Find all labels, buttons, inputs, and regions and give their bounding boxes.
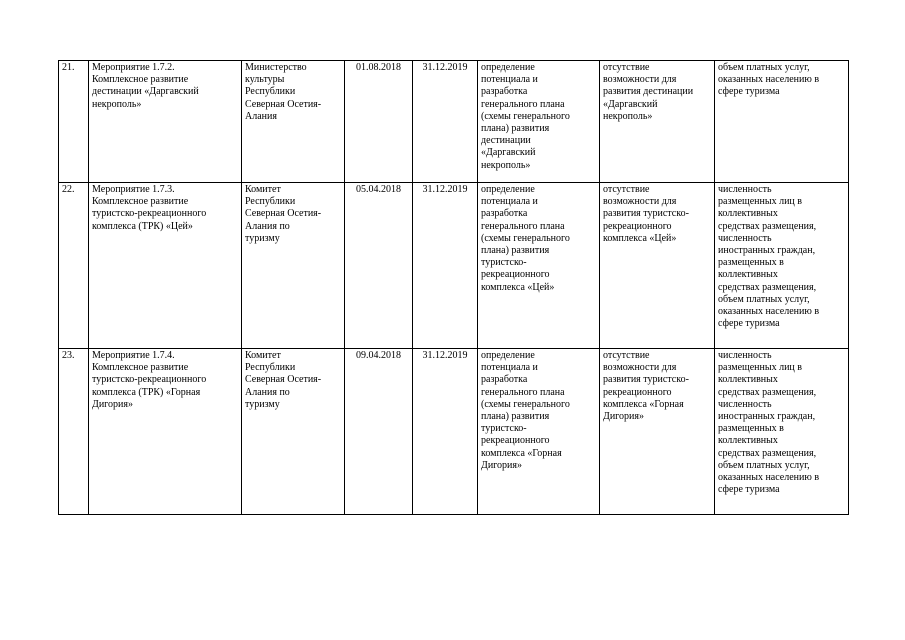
event-cell: Мероприятие 1.7.4. Комплексное развитие туристско-рекреационного комплекса (ТРК) «Горная Дигория» xyxy=(89,349,242,515)
start-date-cell: 01.08.2018 xyxy=(345,61,413,183)
end-date-cell: 31.12.2019 xyxy=(413,349,478,515)
result-cell: определение потенциала и разработка генерального плана (схемы генерального плана) развития туристско- рекреационного комплекса «Цей» xyxy=(478,183,600,349)
start-date-cell: 09.04.2018 xyxy=(345,349,413,515)
consequence-cell: отсутствие возможности для развития дестинации «Даргавский некрополь» xyxy=(600,61,715,183)
table-row xyxy=(59,61,849,183)
indicator-cell: объем платных услуг, оказанных населению в сфере туризма xyxy=(715,61,849,183)
result-cell: определение потенциала и разработка генерального плана (схемы генерального плана) развития туристско- рекреационного комплекса «Горная Дигория» xyxy=(478,349,600,515)
measures-table xyxy=(58,60,849,515)
consequence-cell: отсутствие возможности для развития туристско- рекреационного комплекса «Горная Дигория» xyxy=(600,349,715,515)
event-cell: Мероприятие 1.7.3. Комплексное развитие туристско-рекреационного комплекса (ТРК) «Цей» xyxy=(89,183,242,349)
executor-cell: Комитет Республики Северная Осетия- Алания по туризму xyxy=(242,349,345,515)
end-date-cell: 31.12.2019 xyxy=(413,183,478,349)
indicator-cell: численность размещенных лиц в коллективных средствах размещения, численность иностранных граждан, размещенных в коллективных средствах размещения, объем платных услуг, оказанных населению в сфере туризма xyxy=(715,349,849,515)
row-number: 23. xyxy=(59,349,89,515)
row-number: 21. xyxy=(59,61,89,183)
row-number: 22. xyxy=(59,183,89,349)
table-row xyxy=(59,349,849,515)
start-date-cell: 05.04.2018 xyxy=(345,183,413,349)
indicator-cell: численность размещенных лиц в коллективных средствах размещения, численность иностранных граждан, размещенных в коллективных средствах размещения, объем платных услуг, оказанных населению в сфере туризма xyxy=(715,183,849,349)
result-cell: определение потенциала и разработка генерального плана (схемы генерального плана) развития дестинации «Даргавский некрополь» xyxy=(478,61,600,183)
event-cell: Мероприятие 1.7.2. Комплексное развитие дестинации «Даргавский некрополь» xyxy=(89,61,242,183)
executor-cell: Министерство культуры Республики Северная Осетия- Алания xyxy=(242,61,345,183)
table-row xyxy=(59,183,849,349)
executor-cell: Комитет Республики Северная Осетия- Алания по туризму xyxy=(242,183,345,349)
end-date-cell: 31.12.2019 xyxy=(413,61,478,183)
consequence-cell: отсутствие возможности для развития туристско- рекреационного комплекса «Цей» xyxy=(600,183,715,349)
